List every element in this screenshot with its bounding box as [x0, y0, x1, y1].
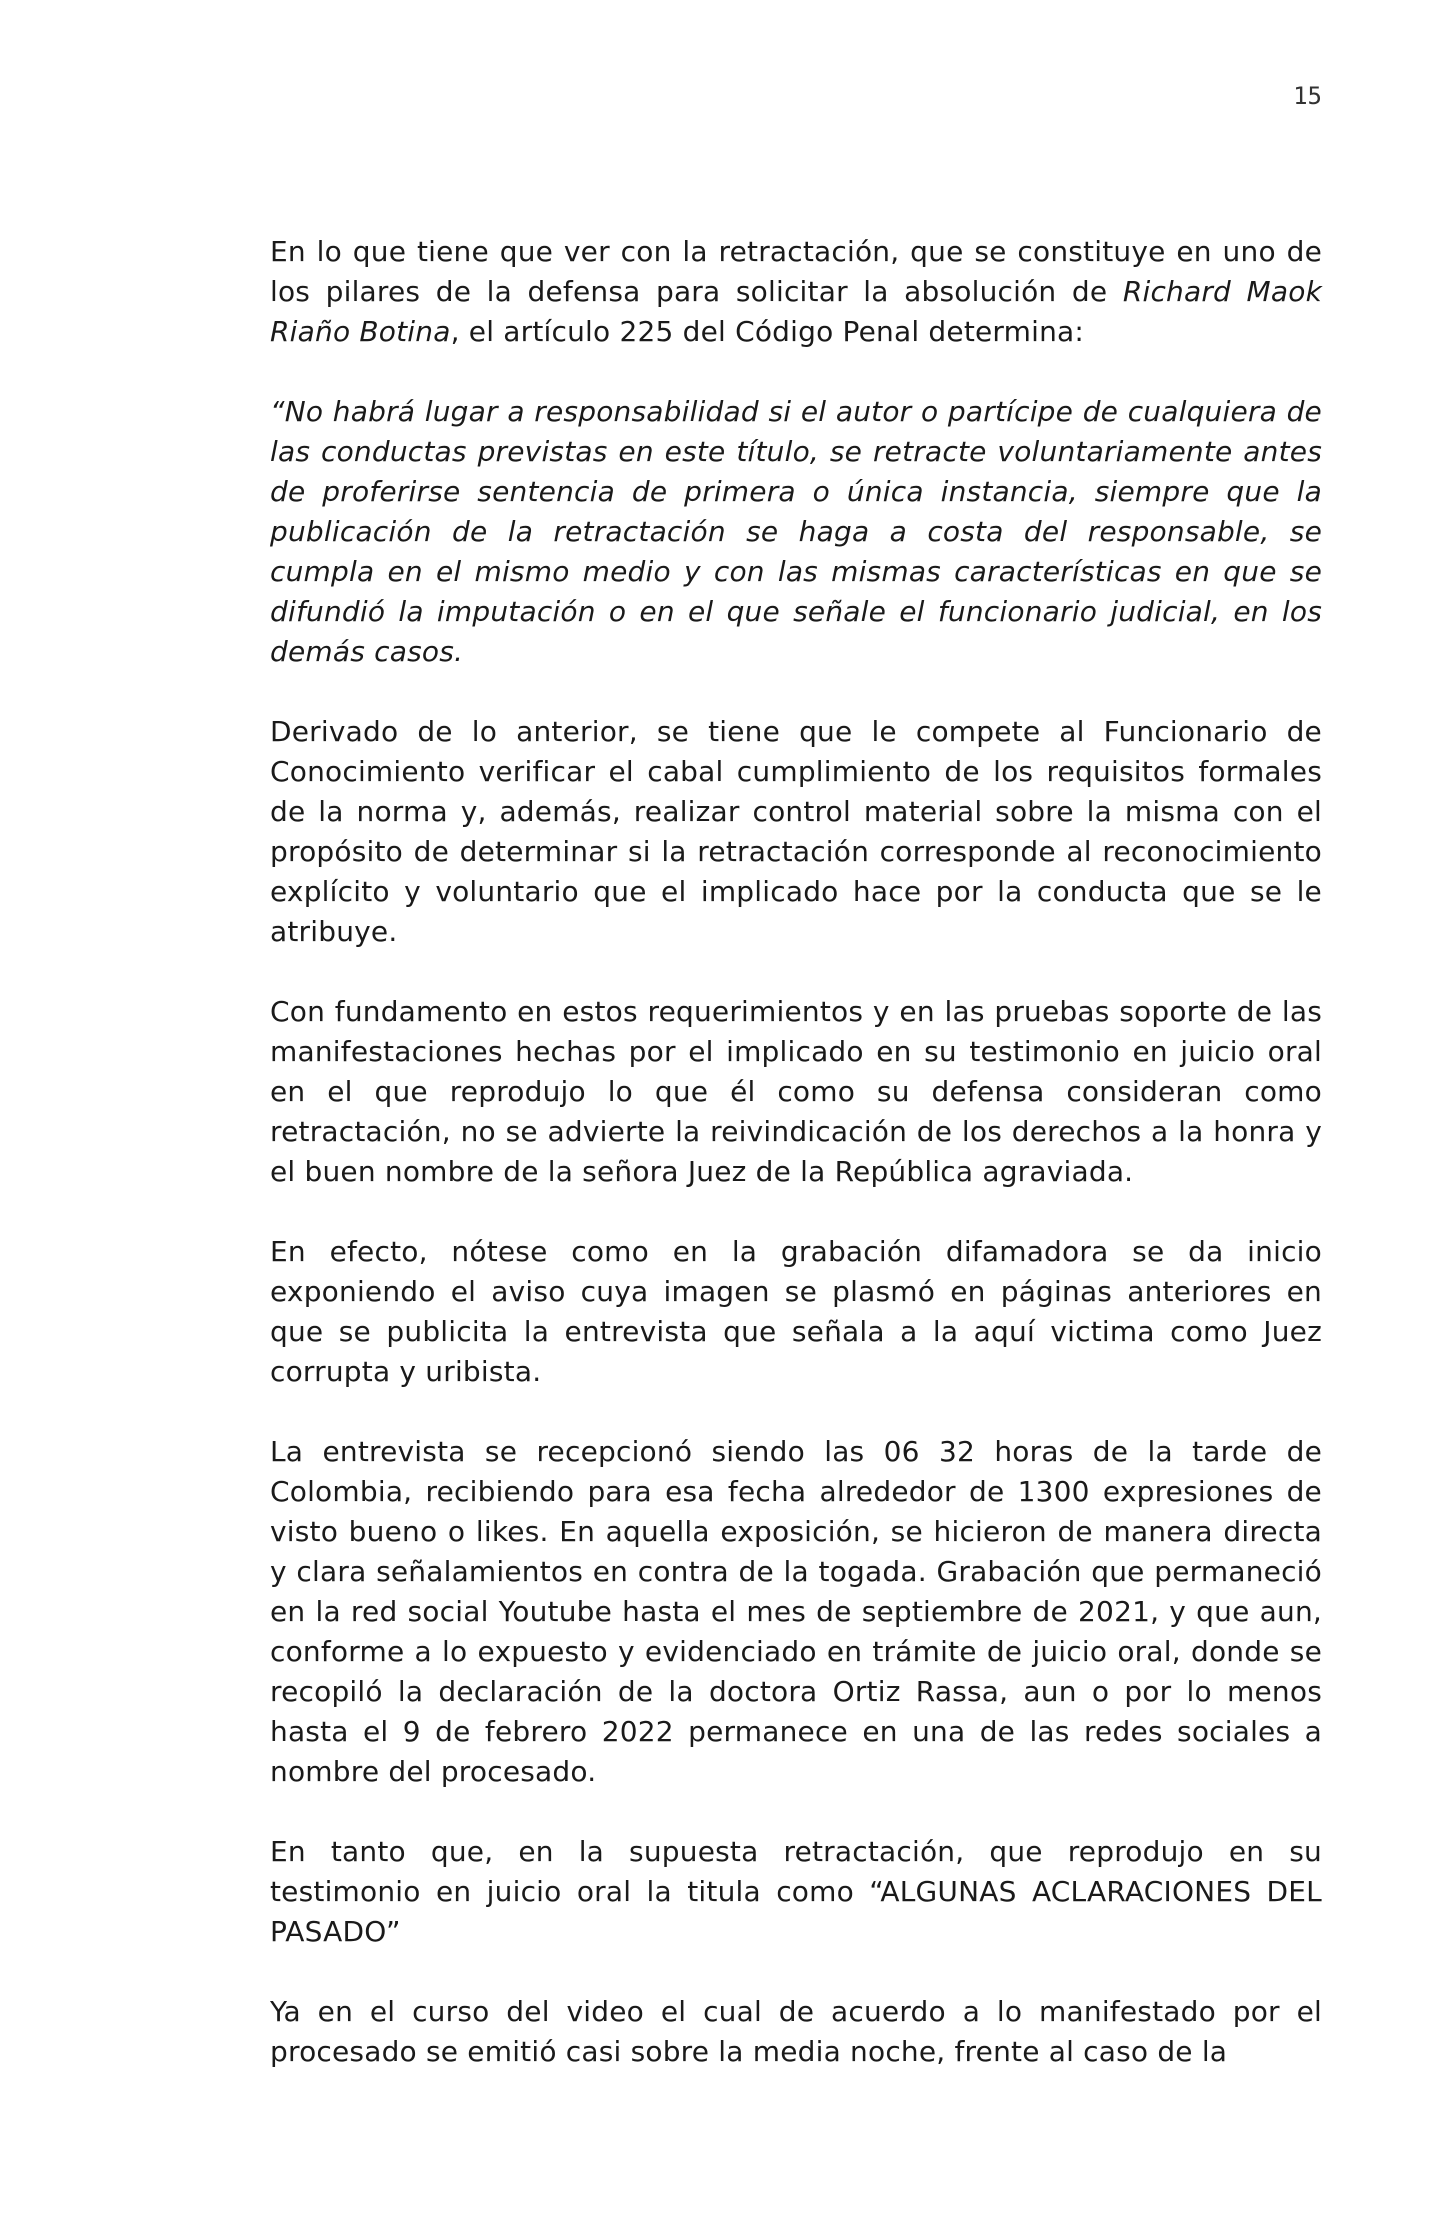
- paragraph-retractacion-intro: [270, 232, 1322, 352]
- page-number: 15: [1293, 82, 1322, 110]
- paragraph-entrevista: La entrevista se recepcionó siendo las 06 32 horas de la tarde de Colombia, recibiendo para esa fecha alrededor de 1300 expresiones de visto bueno o likes. En aquella exposición, se hicieron de manera directa y clara señalamientos en contra de la togada. Grabación que permaneció en la red social Youtube hasta el mes de septiembre de 2021, y que aun, conforme a lo expuesto y evidenciado en trámite de juicio oral, donde se recopiló la declaración de la doctora Ortiz Rassa, aun o por lo menos hasta el 9 de febrero 2022 permanece en una de las redes sociales a nombre del procesado.: [270, 1435, 1322, 1788]
- paragraph-supuesta-retractacion: En tanto que, en la supuesta retractación, que reprodujo en su testimonio en juicio oral la titula como “ALGUNAS ACLARACIONES DEL PASADO”: [270, 1835, 1322, 1948]
- paragraph-text: , el artículo 225 del Código Penal determina:: [450, 315, 1085, 348]
- paragraph-derivado: Derivado de lo anterior, se tiene que le compete al Funcionario de Conocimiento verificar el cabal cumplimiento de los requisitos formales de la norma y, además, realizar control material sobre la misma con el propósito de determinar si la retractación corresponde al reconocimiento explícito y voluntario que el implicado hace por la conducta que se le atribuye.: [270, 715, 1322, 948]
- defendant-name: Richard Maok Riaño Botina: [270, 275, 1323, 348]
- paragraph-text: En lo que tiene que ver con la retractación, que se constituye en uno de los pilares de la defensa para solicitar la absolución de: [270, 235, 1322, 308]
- paragraph-video: Ya en el curso del video el cual de acuerdo a lo manifestado por el procesado se emitió casi sobre la media noche, frente al caso de la: [270, 1995, 1322, 2068]
- paragraph-fundamento: Con fundamento en estos requerimientos y en las pruebas soporte de las manifestaciones hechas por el implicado en su testimonio en juicio oral en el que reprodujo lo que él como su defensa consideran como retractación, no se advierte la reivindicación de los derechos a la honra y el buen nombre de la señora Juez de la República agraviada.: [270, 995, 1322, 1188]
- document-body: [270, 232, 1322, 2112]
- paragraph-efecto: En efecto, nótese como en la grabación difamadora se da inicio exponiendo el aviso cuya imagen se plasmó en páginas anteriores en que se publicita la entrevista que señala a la aquí victima como Juez corrupta y uribista.: [270, 1235, 1322, 1388]
- quoted-article-225: “No habrá lugar a responsabilidad si el autor o partícipe de cualquiera de las conductas previstas en este título, se retracte voluntariamente antes de proferirse sentencia de primera o única instancia, siempre que la publicación de la retractación se haga a costa del responsable, se cumpla en el mismo medio y con las mismas características en que se difundió la imputación o en el que señale el funcionario judicial, en los demás casos.: [270, 395, 1322, 668]
